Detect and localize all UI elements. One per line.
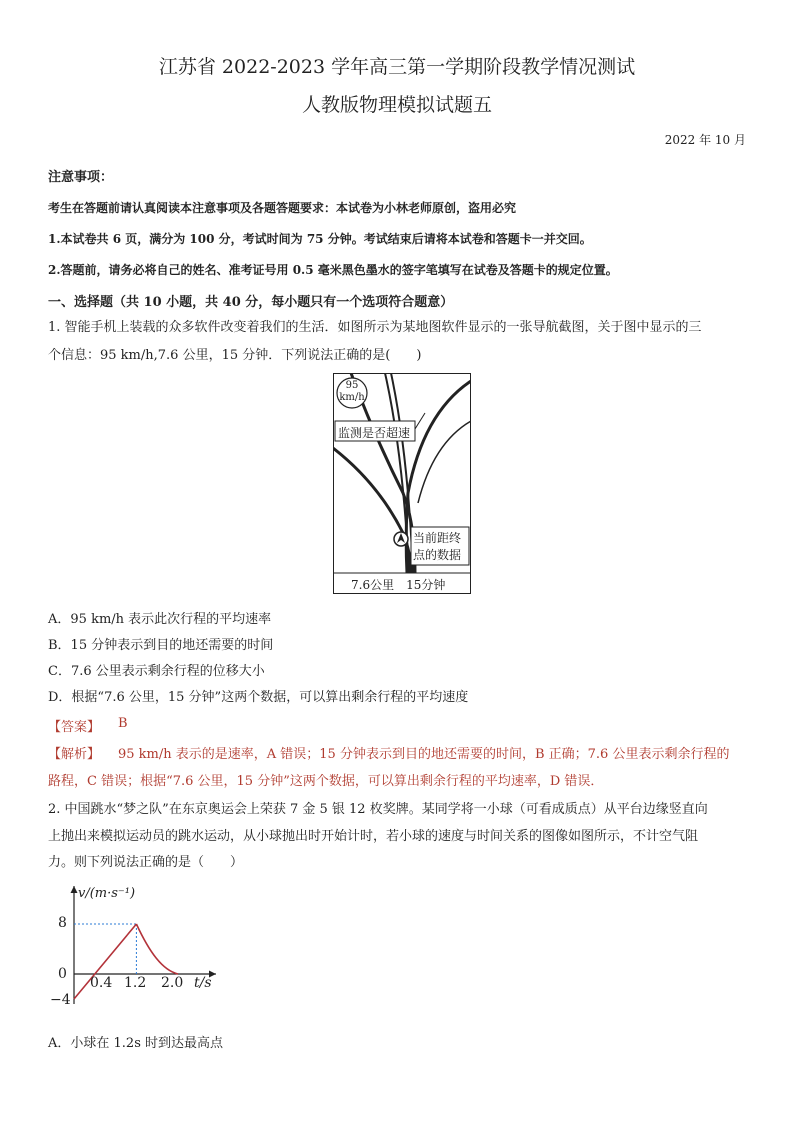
speed-value: 95 — [345, 380, 359, 391]
q2-stem-line-3: 力。则下列说法正确的是（ ） — [48, 855, 244, 870]
paper-subtitle: 人教版物理模拟试题五 — [301, 94, 492, 116]
q1-option-c: C．7.6 公里表示剩余行程的位移大小 — [48, 664, 265, 679]
q1-analysis-line-1: 95 km/h 表示的是速率，A 错误；15 分钟表示到目的地还需要的时间，B 正确；7.6 公里表示剩余行程的 — [118, 747, 730, 762]
notice-heading: 注意事项： — [48, 170, 114, 185]
q1-stem-line-2: 个信息：95 km/h,7.6 公里，15 分钟．下列说法正确的是( ) — [48, 348, 422, 363]
y-axis-label: v/(m·s⁻¹) — [78, 886, 136, 901]
y-tick-8: 8 — [58, 915, 67, 931]
velocity-series-2 — [136, 924, 178, 974]
q1-analysis-label: 【解析】 — [48, 747, 101, 762]
q2-option-a: A．小球在 1.2s 时到达最高点 — [48, 1036, 223, 1051]
q2-stem-line-1: 2. 中国跳水“梦之队”在东京奥运会上荣获 7 金 5 银 12 枚奖牌。某同学将一小球（可看成质点）从平台边缘竖直向 — [48, 802, 708, 817]
paper-title: 江苏省 2022-2023 学年高三第一学期阶段教学情况测试 — [158, 56, 636, 78]
section-heading: 一、选择题（共 10 小题，共 40 分，每小题只有一个选项符合题意） — [48, 295, 454, 310]
notice-line-3: 2.答题前，请务必将自己的姓名、准考证号用 0.5 毫米黑色墨水的签字笔填写在试卷及答题卡的规定位置。 — [48, 263, 618, 277]
current-data-label-line-1: 当前距终 — [413, 531, 462, 545]
notice-line-1: 考生在答题前请认真阅读本注意事项及各题答题要求：本试卷为小林老师原创，盗用必究 — [48, 201, 517, 215]
q1-answer-value: B — [118, 716, 128, 731]
q1-option-d: D．根据“7.6 公里，15 分钟”这两个数据，可以算出剩余行程的平均速度 — [48, 690, 469, 705]
velocity-time-plot — [44, 882, 224, 1014]
q1-option-b: B．15 分钟表示到目的地还需要的时间 — [48, 638, 274, 653]
velocity-time-graph — [44, 882, 224, 1014]
q1-option-a: A．95 km/h 表示此次行程的平均速率 — [48, 612, 272, 627]
x-tick-0.4: 0.4 — [90, 975, 113, 991]
q1-stem-line-1: 1. 智能手机上装载的众多软件改变着我们的生活．如图所示为某地图软件显示的一张导航截图，关于图中显示的三 — [48, 320, 702, 335]
q1-answer-label: 【答案】 — [48, 720, 101, 735]
speed-unit: km/h — [339, 392, 365, 403]
current-data-label-line-2: 点的数据 — [413, 548, 462, 562]
q1-analysis-line-2: 路程，C 错误；根据“7.6 公里，15 分钟”这两个数据，可以算出剩余行程的平均速率，D 错误． — [48, 774, 604, 789]
x-axis-label: t/s — [194, 975, 212, 991]
q2-stem-line-2: 上抛出来模拟运动员的跳水运动，从小球抛出时开始计时，若小球的速度与时间关系的图像如图所示，不计空气阻 — [48, 829, 699, 844]
distance-time-bar: 7.6公里 15分钟 — [351, 578, 446, 592]
x-tick-1.2: 1.2 — [124, 975, 147, 991]
notice-line-2: 1.本试卷共 6 页，满分为 100 分，考试时间为 75 分钟。考试结束后请将本试卷和答题卡一并交回。 — [48, 232, 592, 246]
x-tick-2.0: 2.0 — [161, 975, 184, 991]
monitor-label: 监测是否超速 — [338, 426, 411, 440]
navigation-figure — [333, 373, 471, 594]
y-tick-neg4: −4 — [50, 992, 71, 1008]
paper-date: 2022 年 10 月 — [664, 133, 746, 147]
y-tick-0: 0 — [58, 966, 67, 982]
